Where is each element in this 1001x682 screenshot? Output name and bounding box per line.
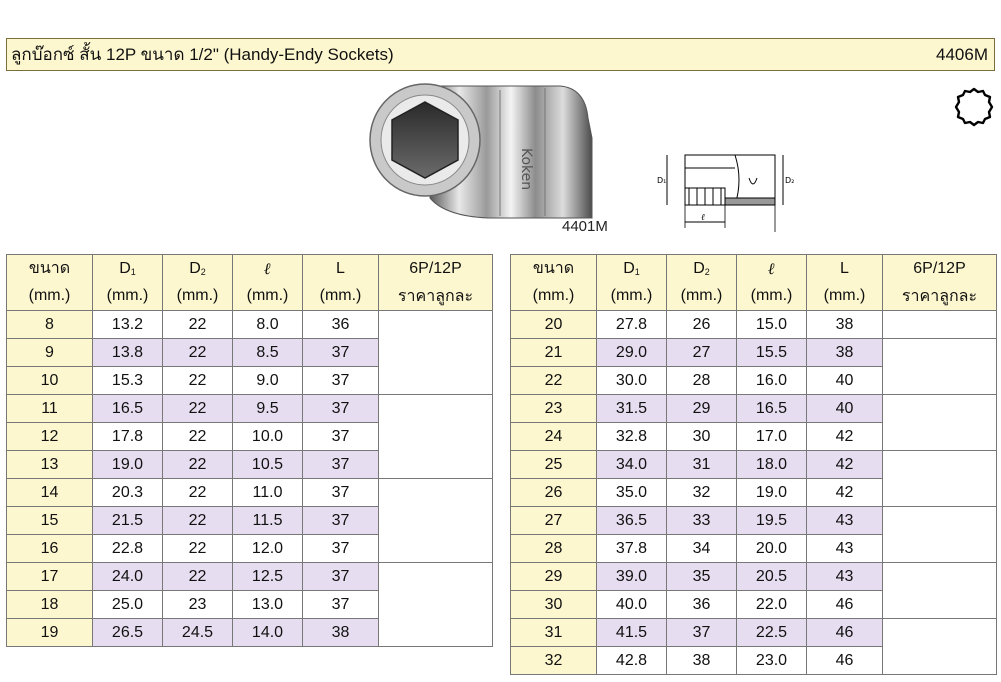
col-length-unit: (mm.) — [303, 283, 379, 311]
cell-ell: 19.0 — [737, 479, 807, 507]
table-row — [7, 507, 493, 535]
cell-length: 37 — [303, 451, 379, 479]
cell-length: 38 — [807, 311, 883, 339]
table-row — [511, 451, 997, 479]
cell-d1: 35.0 — [597, 479, 667, 507]
cell-size: 26 — [511, 479, 597, 507]
col-size-header: ขนาด — [7, 255, 93, 283]
cell-d2: 29 — [667, 395, 737, 423]
cell-price — [883, 535, 997, 563]
diagram-d2-label: D₂ — [785, 176, 795, 185]
cell-size: 8 — [7, 311, 93, 339]
cell-d1: 26.5 — [93, 619, 163, 647]
cell-d1: 13.8 — [93, 339, 163, 367]
col-length-header: L — [303, 255, 379, 283]
page-title: ลูกบ๊อกซ์ สั้น 12P ขนาด 1/2" (Handy-Endy Sockets) — [11, 45, 394, 64]
brand-engraving: Koken — [518, 148, 534, 191]
col-price-header: 6P/12P — [379, 255, 493, 283]
cell-size: 32 — [511, 647, 597, 675]
cell-length: 37 — [303, 395, 379, 423]
col-d2-unit: (mm.) — [163, 283, 233, 311]
col-d2-header: $D_2$ — [667, 255, 737, 283]
cell-size: 9 — [7, 339, 93, 367]
cell-d1: 37.8 — [597, 535, 667, 563]
table-row — [511, 507, 997, 535]
col-length-header: L — [807, 255, 883, 283]
spec-table-right — [510, 254, 997, 675]
cell-length: 42 — [807, 479, 883, 507]
cell-ell: 22.5 — [737, 619, 807, 647]
cell-ell: 16.0 — [737, 367, 807, 395]
cell-d1: 13.2 — [93, 311, 163, 339]
col-d1-header: $D_1$ — [597, 255, 667, 283]
cell-d2: 22 — [163, 395, 233, 423]
cell-d1: 30.0 — [597, 367, 667, 395]
cell-size: 29 — [511, 563, 597, 591]
spec-table-left — [6, 254, 493, 647]
cell-length: 37 — [303, 507, 379, 535]
table-row — [511, 479, 997, 507]
cell-d1: 31.5 — [597, 395, 667, 423]
cell-ell: 15.0 — [737, 311, 807, 339]
cell-length: 36 — [303, 311, 379, 339]
table-row — [511, 339, 997, 367]
cell-length: 46 — [807, 591, 883, 619]
col-d2-header: $D_2$ — [163, 255, 233, 283]
diagram-ell-label: ℓ — [701, 213, 705, 223]
table-row — [7, 479, 493, 507]
cell-length: 38 — [807, 339, 883, 367]
cell-price — [379, 619, 493, 647]
cell-d2: 22 — [163, 507, 233, 535]
cell-d1: 25.0 — [93, 591, 163, 619]
diagram-d1-label: D₁ — [657, 176, 667, 185]
cell-price — [379, 451, 493, 479]
dimension-diagram — [655, 150, 805, 235]
cell-size: 28 — [511, 535, 597, 563]
cell-price — [379, 423, 493, 451]
cell-size: 13 — [7, 451, 93, 479]
cell-price — [379, 367, 493, 395]
cell-length: 43 — [807, 507, 883, 535]
cell-d2: 22 — [163, 535, 233, 563]
cell-price — [883, 423, 997, 451]
cell-size: 22 — [511, 367, 597, 395]
cell-ell: 11.5 — [233, 507, 303, 535]
cell-d1: 24.0 — [93, 563, 163, 591]
table-row — [511, 591, 997, 619]
cell-ell: 20.0 — [737, 535, 807, 563]
cell-length: 46 — [807, 647, 883, 675]
table-row — [7, 367, 493, 395]
cell-d1: 41.5 — [597, 619, 667, 647]
cell-length: 40 — [807, 395, 883, 423]
cell-d1: 42.8 — [597, 647, 667, 675]
cell-d2: 22 — [163, 423, 233, 451]
table-row — [7, 311, 493, 339]
cell-d2: 24.5 — [163, 619, 233, 647]
cell-d2: 33 — [667, 507, 737, 535]
col-length-unit: (mm.) — [807, 283, 883, 311]
table-row — [7, 395, 493, 423]
table-row — [7, 423, 493, 451]
cell-size: 10 — [7, 367, 93, 395]
col-d1-unit: (mm.) — [93, 283, 163, 311]
col-ell-header: ℓ — [737, 255, 807, 283]
cell-size: 16 — [7, 535, 93, 563]
cell-ell: 9.0 — [233, 367, 303, 395]
cell-d2: 22 — [163, 451, 233, 479]
col-ell-header: ℓ — [233, 255, 303, 283]
cell-size: 27 — [511, 507, 597, 535]
cell-d2: 22 — [163, 563, 233, 591]
cell-size: 23 — [511, 395, 597, 423]
cell-d1: 15.3 — [93, 367, 163, 395]
cell-d1: 40.0 — [597, 591, 667, 619]
cell-d2: 22 — [163, 479, 233, 507]
cell-price — [379, 395, 493, 423]
cell-d2: 27 — [667, 339, 737, 367]
socket-photo — [360, 78, 640, 228]
col-d2-unit: (mm.) — [667, 283, 737, 311]
cell-price — [379, 479, 493, 507]
cell-price — [379, 591, 493, 619]
cell-price — [883, 619, 997, 647]
col-price-unit: ราคาลูกละ — [883, 283, 997, 311]
table-row — [7, 339, 493, 367]
cell-ell: 13.0 — [233, 591, 303, 619]
cell-size: 17 — [7, 563, 93, 591]
cell-d2: 26 — [667, 311, 737, 339]
photo-caption: 4401M — [562, 218, 608, 235]
cell-d2: 32 — [667, 479, 737, 507]
cell-d2: 35 — [667, 563, 737, 591]
cell-d1: 36.5 — [597, 507, 667, 535]
cell-price — [379, 339, 493, 367]
cell-size: 25 — [511, 451, 597, 479]
table-row — [7, 535, 493, 563]
table-row — [511, 423, 997, 451]
cell-length: 37 — [303, 479, 379, 507]
cell-d2: 22 — [163, 311, 233, 339]
cell-size: 12 — [7, 423, 93, 451]
cell-price — [883, 367, 997, 395]
cell-d1: 17.8 — [93, 423, 163, 451]
cell-ell: 10.0 — [233, 423, 303, 451]
cell-ell: 10.5 — [233, 451, 303, 479]
cell-size: 19 — [7, 619, 93, 647]
cell-ell: 16.5 — [737, 395, 807, 423]
cell-price — [883, 591, 997, 619]
cell-d1: 19.0 — [93, 451, 163, 479]
cell-price — [883, 339, 997, 367]
table-row — [511, 647, 997, 675]
table-row — [7, 563, 493, 591]
cell-price — [379, 563, 493, 591]
table-row — [511, 311, 997, 339]
cell-size: 15 — [7, 507, 93, 535]
cell-ell: 12.0 — [233, 535, 303, 563]
cell-length: 37 — [303, 563, 379, 591]
cell-d1: 21.5 — [93, 507, 163, 535]
cell-d1: 29.0 — [597, 339, 667, 367]
cell-length: 40 — [807, 367, 883, 395]
product-code: 4406M — [936, 44, 988, 64]
cell-d1: 34.0 — [597, 451, 667, 479]
cell-d1: 39.0 — [597, 563, 667, 591]
cell-price — [883, 479, 997, 507]
cell-ell: 8.5 — [233, 339, 303, 367]
cell-size: 11 — [7, 395, 93, 423]
col-price-header: 6P/12P — [883, 255, 997, 283]
cell-d2: 30 — [667, 423, 737, 451]
cell-size: 20 — [511, 311, 597, 339]
cell-length: 46 — [807, 619, 883, 647]
col-ell-unit: (mm.) — [737, 283, 807, 311]
cell-length: 37 — [303, 339, 379, 367]
cell-price — [883, 647, 997, 675]
table-row — [7, 591, 493, 619]
cell-d2: 38 — [667, 647, 737, 675]
cell-ell: 12.5 — [233, 563, 303, 591]
cell-d2: 36 — [667, 591, 737, 619]
cell-d1: 32.8 — [597, 423, 667, 451]
cell-d2: 22 — [163, 339, 233, 367]
cell-d2: 23 — [163, 591, 233, 619]
cell-ell: 23.0 — [737, 647, 807, 675]
cell-size: 18 — [7, 591, 93, 619]
cell-d2: 37 — [667, 619, 737, 647]
cell-size: 30 — [511, 591, 597, 619]
cell-ell: 20.5 — [737, 563, 807, 591]
table-row — [511, 395, 997, 423]
col-d1-unit: (mm.) — [597, 283, 667, 311]
cell-length: 43 — [807, 563, 883, 591]
cell-ell: 9.5 — [233, 395, 303, 423]
table-row — [511, 367, 997, 395]
cell-size: 21 — [511, 339, 597, 367]
col-size-header: ขนาด — [511, 255, 597, 283]
cell-size: 14 — [7, 479, 93, 507]
col-price-unit: ราคาลูกละ — [379, 283, 493, 311]
col-size-unit: (mm.) — [7, 283, 93, 311]
col-d1-header: $D_1$ — [93, 255, 163, 283]
cell-d2: 28 — [667, 367, 737, 395]
cell-ell: 17.0 — [737, 423, 807, 451]
cell-size: 31 — [511, 619, 597, 647]
cell-d2: 31 — [667, 451, 737, 479]
cell-ell: 11.0 — [233, 479, 303, 507]
title-bar — [6, 38, 995, 71]
cell-price — [379, 507, 493, 535]
cell-price — [379, 311, 493, 339]
cell-price — [883, 563, 997, 591]
table-row — [511, 563, 997, 591]
table-row — [511, 535, 997, 563]
cell-ell: 14.0 — [233, 619, 303, 647]
cell-length: 37 — [303, 367, 379, 395]
cell-price — [379, 535, 493, 563]
cell-ell: 8.0 — [233, 311, 303, 339]
table-row — [511, 619, 997, 647]
cell-ell: 19.5 — [737, 507, 807, 535]
cell-price — [883, 507, 997, 535]
cell-d1: 27.8 — [597, 311, 667, 339]
cell-length: 42 — [807, 423, 883, 451]
cell-d1: 22.8 — [93, 535, 163, 563]
cell-price — [883, 451, 997, 479]
cell-length: 37 — [303, 535, 379, 563]
cell-ell: 22.0 — [737, 591, 807, 619]
cell-size: 24 — [511, 423, 597, 451]
cell-d2: 22 — [163, 367, 233, 395]
cell-length: 42 — [807, 451, 883, 479]
table-row — [7, 619, 493, 647]
cell-length: 37 — [303, 591, 379, 619]
cell-d1: 16.5 — [93, 395, 163, 423]
cell-price — [883, 311, 997, 339]
col-size-unit: (mm.) — [511, 283, 597, 311]
cell-ell: 18.0 — [737, 451, 807, 479]
cell-ell: 15.5 — [737, 339, 807, 367]
cell-length: 38 — [303, 619, 379, 647]
cell-length: 43 — [807, 535, 883, 563]
cell-length: 37 — [303, 423, 379, 451]
col-ell-unit: (mm.) — [233, 283, 303, 311]
twelve-point-socket-icon — [952, 85, 996, 129]
cell-d2: 34 — [667, 535, 737, 563]
table-row — [7, 451, 493, 479]
cell-d1: 20.3 — [93, 479, 163, 507]
cell-price — [883, 395, 997, 423]
